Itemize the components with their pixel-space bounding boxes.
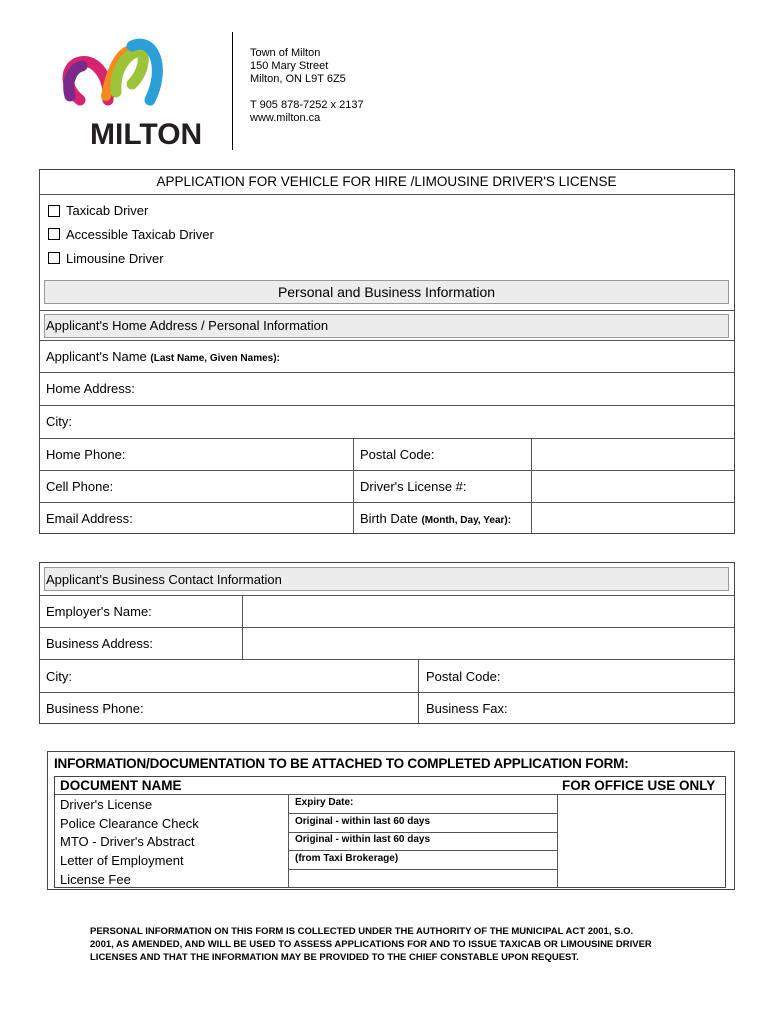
home-phone-label: Home Phone:: [46, 447, 126, 462]
doc-note-mto: Original - within last 60 days: [295, 834, 431, 845]
drivers-license-label: Driver's License #:: [360, 479, 467, 494]
business-fax-label: Business Fax:: [426, 701, 508, 716]
website[interactable]: www.milton.ca: [250, 112, 321, 124]
personal-info-heading: Applicant's Home Address / Personal Information: [46, 318, 329, 333]
doc-note-expiry: Expiry Date:: [295, 797, 354, 808]
address-block: [250, 47, 364, 125]
taxicab-driver-checkbox[interactable]: [48, 205, 60, 217]
milton-logo: [58, 38, 218, 150]
doc-letter-of-employment: Letter of Employment: [60, 853, 184, 868]
email-address-label: Email Address:: [46, 511, 133, 526]
business-heading: Applicant's Business Contact Information: [46, 572, 282, 587]
doc-police-clearance: Police Clearance Check: [60, 816, 199, 831]
limousine-driver-label: Limousine Driver: [66, 251, 164, 266]
accessible-taxicab-driver-label: Accessible Taxicab Driver: [66, 227, 214, 242]
limousine-driver-checkbox[interactable]: [48, 252, 60, 264]
business-postal-code-label: Postal Code:: [426, 669, 501, 684]
applicant-name-label: Applicant's Name (Last Name, Given Names):: [46, 349, 280, 364]
documents-heading: INFORMATION/DOCUMENTATION TO BE ATTACHED TO COMPLETED APPLICATION FORM:: [54, 756, 629, 771]
taxicab-driver-label: Taxicab Driver: [66, 203, 149, 218]
doc-drivers-license: Driver's License: [60, 797, 153, 812]
logo-text: MILTON: [90, 118, 203, 150]
accessible-taxicab-driver-checkbox[interactable]: [48, 228, 60, 240]
postal-code-label: Postal Code:: [360, 447, 435, 462]
birth-date-hint: (Month, Day, Year):: [421, 515, 512, 526]
employer-name-label: Employer's Name:: [46, 604, 152, 619]
phone-number: T 905 878-7252 x 2137: [250, 99, 364, 111]
office-use-header: FOR OFFICE USE ONLY: [562, 778, 716, 793]
business-phone-label: Business Phone:: [46, 701, 144, 716]
doc-license-fee: License Fee: [60, 872, 131, 887]
city-label: City:: [46, 414, 72, 429]
business-address-label: Business Address:: [46, 636, 153, 651]
doc-mto-abstract: MTO - Driver's Abstract: [60, 834, 195, 849]
header-divider: [232, 32, 233, 150]
form-title: APPLICATION FOR VEHICLE FOR HIRE /LIMOUSINE DRIVER'S LICENSE: [156, 174, 617, 189]
address-line-2: 150 Mary Street: [250, 60, 329, 72]
section-title: Personal and Business Information: [277, 284, 496, 300]
address-line-3: Milton, ON L9T 6Z5: [250, 73, 346, 85]
cell-phone-label: Cell Phone:: [46, 479, 114, 494]
business-city-label: City:: [46, 669, 72, 684]
birth-date-label: Birth Date (Month, Day, Year):: [360, 511, 512, 526]
address-line-1: Town of Milton: [250, 47, 321, 59]
home-address-label: Home Address:: [46, 381, 135, 396]
doc-note-police: Original - within last 60 days: [295, 816, 431, 827]
document-name-header: DOCUMENT NAME: [60, 778, 182, 793]
applicant-name-hint: (Last Name, Given Names):: [150, 353, 280, 364]
doc-note-employment: (from Taxi Brokerage): [295, 853, 399, 864]
privacy-notice: PERSONAL INFORMATION ON THIS FORM IS COLLECTED UNDER THE AUTHORITY OF THE MUNICIPAL ACT 2001, S.O. 2001, AS AMENDED, AND WILL BE USED TO ASSESS APPLICATIONS FOR AND TO ISSUE TAXICAB OR LIMOUSINE DRIVER LICENSES AND THAT THE INFORMATION MAY BE PROVIDED TO THE CHIEF CONSTABLE UPON REQUEST.: [90, 926, 652, 963]
